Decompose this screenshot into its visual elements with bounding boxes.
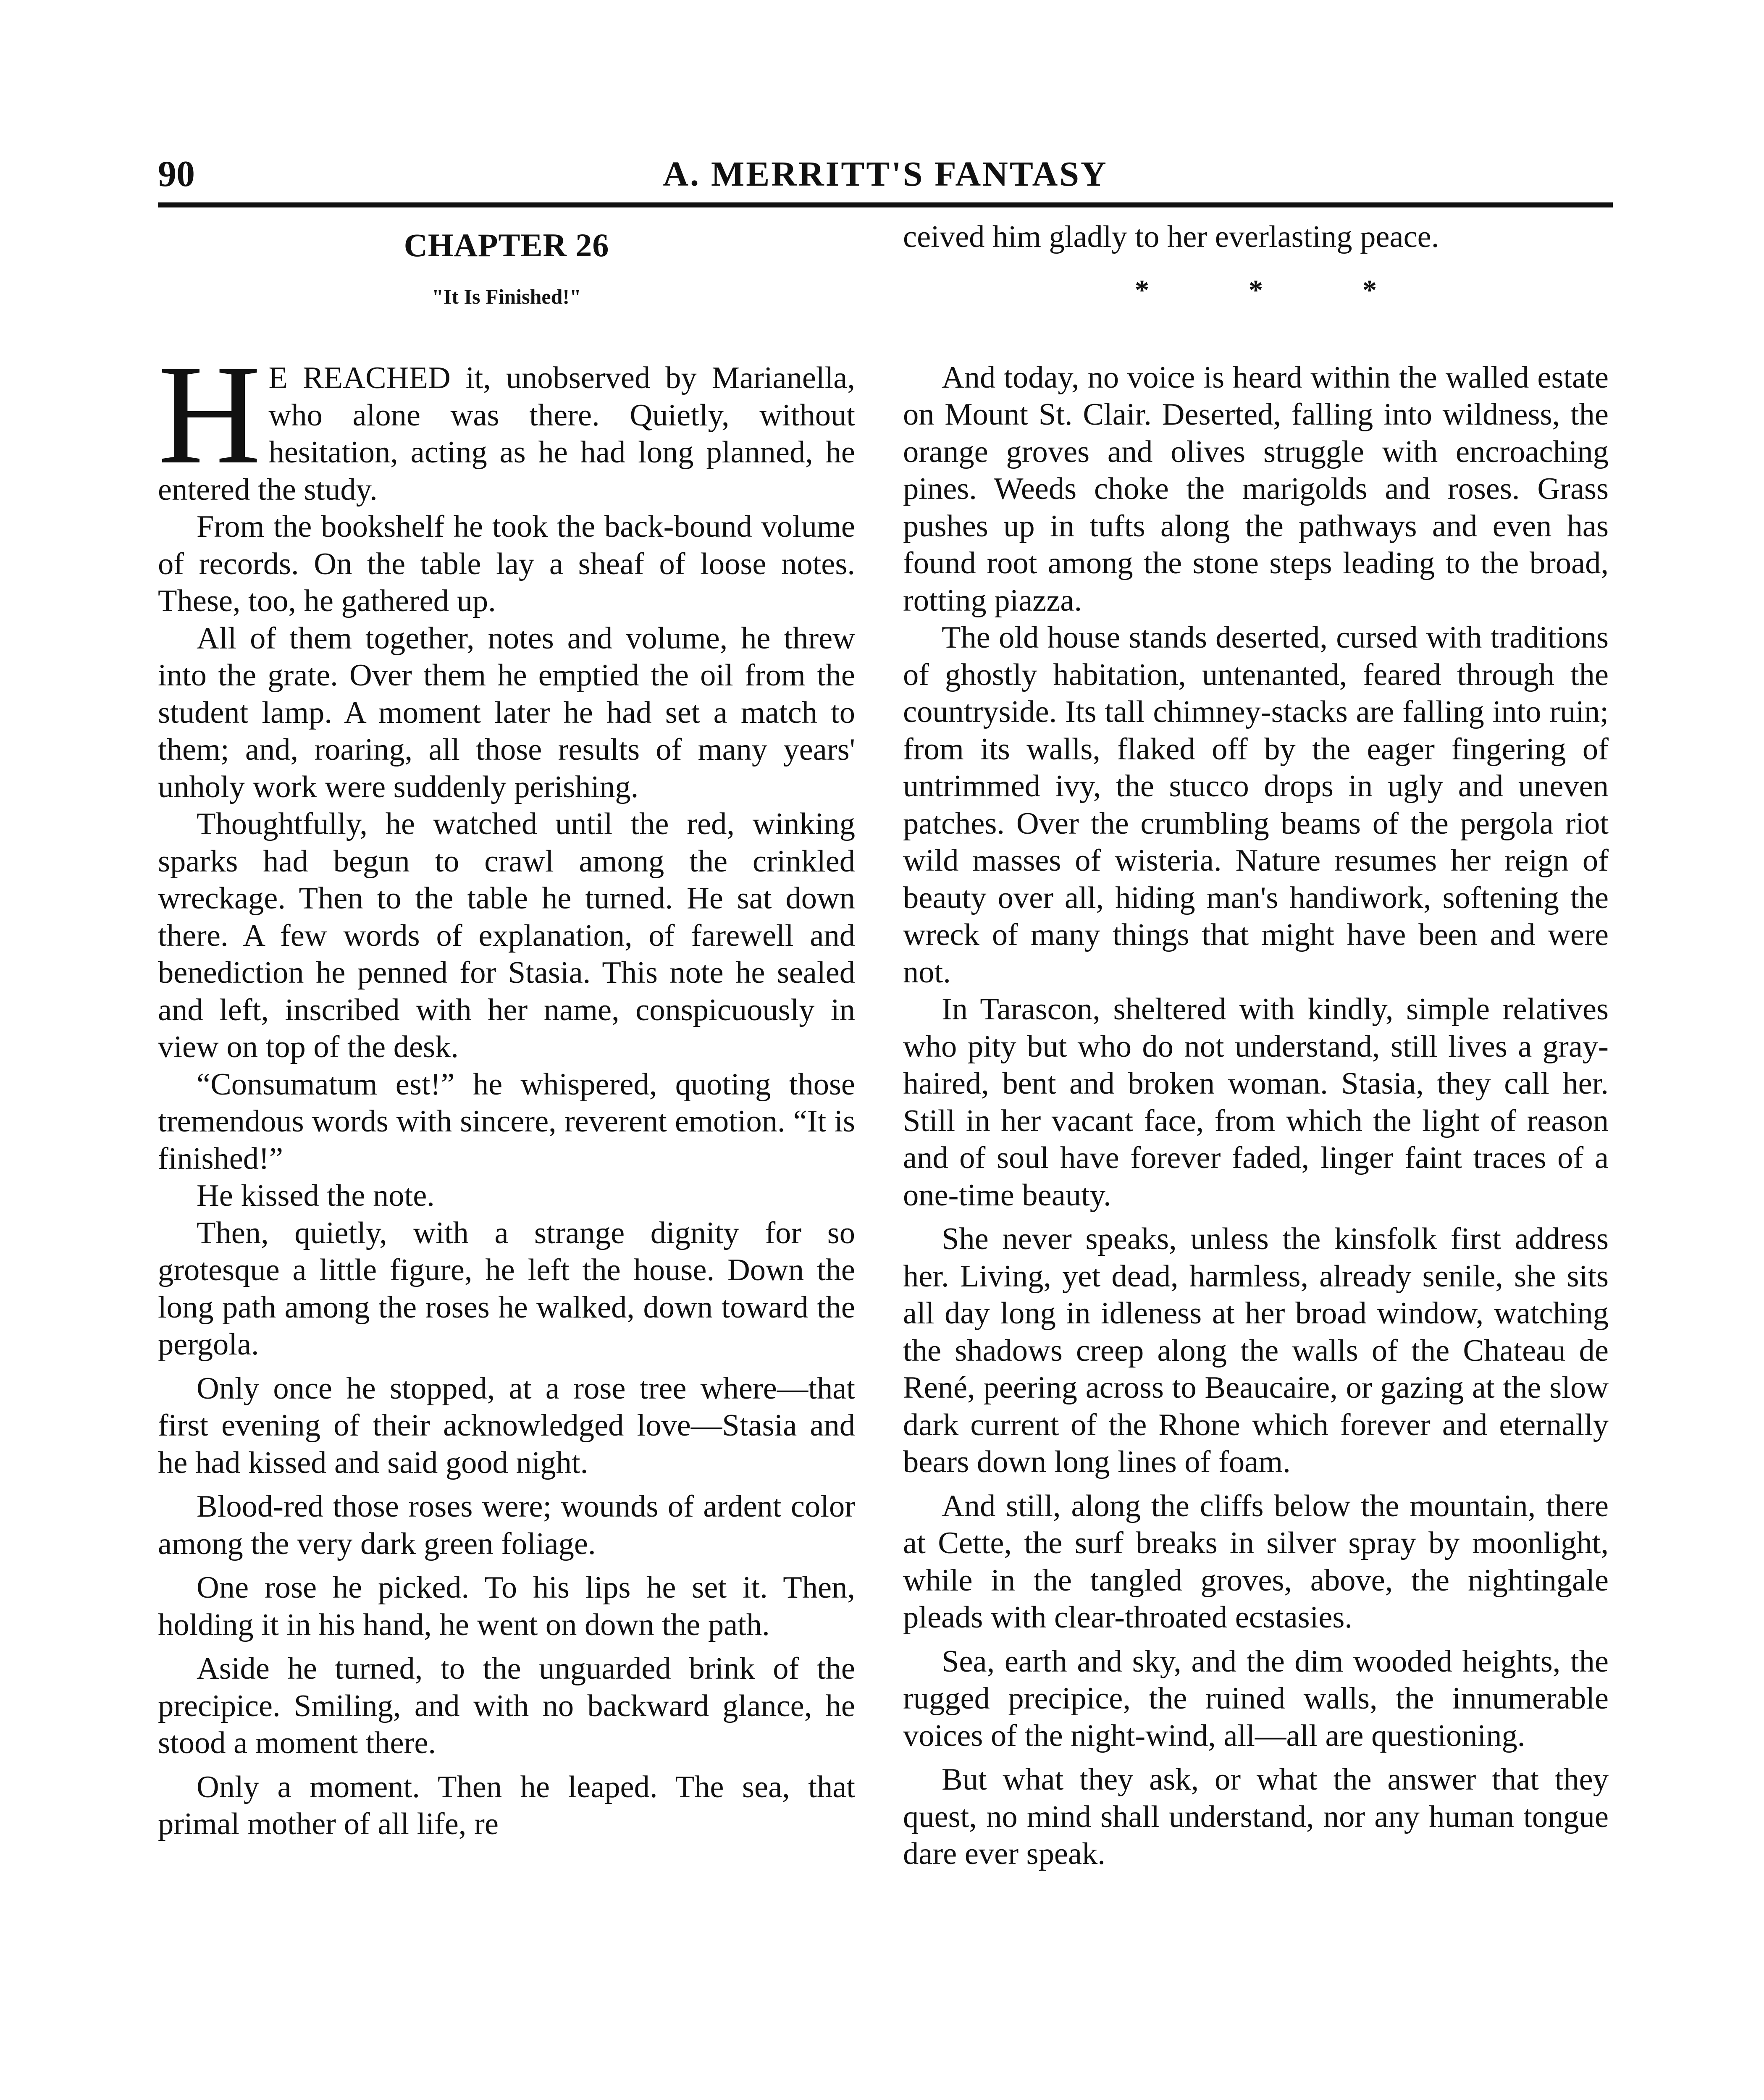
paragraph: Blood-red those roses were; wounds of ardent color among the very dark green foliage. bbox=[158, 1489, 855, 1561]
page-number: 90 bbox=[158, 154, 195, 194]
chapter-title: CHAPTER 26 bbox=[404, 227, 609, 263]
header-rule bbox=[158, 202, 1613, 207]
continued-paragraph: ceived him gladly to her everlasting peace. bbox=[903, 220, 1439, 254]
paragraph: And still, along the cliffs below the mountain, there at Cette, the surf breaks in silver spray by moonlight, while in the tangled groves, above, the nightingale pleads with clear-throated ecstasies. bbox=[903, 1488, 1609, 1635]
right-column bbox=[903, 218, 1609, 1873]
running-title: A. MERRITT'S FANTASY bbox=[663, 155, 1108, 194]
paragraph-text: E REACHED it, unobserved by Marianella, who alone was there. Quietly, without hesitation, acting as he had long planned, he entered the study. bbox=[158, 361, 855, 507]
paragraph: One rose he picked. To his lips he set it. Then, holding it in his hand, he went on down the path. bbox=[158, 1570, 855, 1642]
chapter-subtitle: "It Is Finished!" bbox=[432, 285, 581, 308]
opening-paragraph bbox=[158, 335, 855, 508]
section-separator: * * * bbox=[1135, 273, 1423, 306]
page-header bbox=[158, 151, 1613, 202]
paragraph: In Tarascon, sheltered with kindly, simple relatives who pity but who do not understand, still lives a gray-haired, bent and broken woman. Stasia, they call her. Still in her vacant face, from which the light of reason and of soul have forever faded, linger faint traces of a one-time beauty. bbox=[903, 992, 1609, 1213]
paragraph: From the bookshelf he took the back-bound volume of records. On the table lay a sheaf of loose notes. These, too, he gathered up. bbox=[158, 509, 855, 618]
paragraph: Only a moment. Then he leaped. The sea, that primal mother of all life, re bbox=[158, 1769, 855, 1841]
left-column bbox=[158, 218, 855, 1843]
paragraph: Then, quietly, with a strange dignity for so grotesque a little figure, he left the house. Down the long path among the roses he walked, down toward the pergola. bbox=[158, 1215, 855, 1362]
paragraph: The old house stands deserted, cursed with traditions of ghostly habitation, untenanted, feared through the countryside. Its tall chimney-stacks are falling into ruin; from its walls, flaked off by the eager fingering of untrimmed ivy, the stucco drops in ugly and uneven patches. Over the crumbling beams of the pergola riot wild masses of wisteria. Nature resumes her reign of beauty over all, hiding man's handiwork, softening the wreck of many things that might have been and were not. bbox=[903, 620, 1609, 990]
paragraph: He kissed the note. bbox=[197, 1179, 435, 1213]
drop-cap: H bbox=[158, 335, 261, 494]
paragraph: And today, no voice is heard within the walled estate on Mount St. Clair. Deserted, falling into wildness, the orange groves and olives struggle with encroaching pines. Weeds choke the marigolds and roses. Grass pushes up in tufts along the pathways and even has found root among the stone steps leading to the broad, rotting piazza. bbox=[903, 360, 1609, 618]
paragraph: But what they ask, or what the answer that they quest, no mind shall understand, nor any human tongue dare ever speak. bbox=[903, 1762, 1609, 1871]
paragraph: Sea, earth and sky, and the dim wooded heights, the rugged precipice, the ruined walls, the innumerable voices of the night-wind, all—all are questioning. bbox=[903, 1644, 1609, 1753]
paragraph: Aside he turned, to the unguarded brink of the precipice. Smiling, and with no backward glance, he stood a moment there. bbox=[158, 1651, 855, 1760]
paragraph: All of them together, notes and volume, he threw into the grate. Over them he emptied the oil from the student lamp. A moment later he had set a match to them; and, roaring, all those results of many years' unholy work were suddenly perishing. bbox=[158, 621, 855, 804]
paragraph: Only once he stopped, at a rose tree where—that first evening of their acknowledged love—Stasia and he had kissed and said good night. bbox=[158, 1371, 855, 1480]
paragraph: “Consumatum est!” he whispered, quoting those tremendous words with sincere, reverent emotion. “It is finished!” bbox=[158, 1067, 855, 1176]
paragraph: She never speaks, unless the kinsfolk first address her. Living, yet dead, harmless, already senile, she sits all day long in idleness at her broad window, watching the shadows creep along the walls of the Chateau de René, peering across to Beaucaire, or gazing at the slow dark current of the Rhone which forever and eternally bears down long lines of foam. bbox=[903, 1222, 1609, 1479]
paragraph: Thoughtfully, he watched until the red, winking sparks had begun to crawl among the crinkled wreckage. Then to the table he turned. He sat down there. A few words of explanation, of farewell and benediction he penned for Stasia. This note he sealed and left, inscribed with her name, conspicuously in view on top of the desk. bbox=[158, 807, 855, 1064]
